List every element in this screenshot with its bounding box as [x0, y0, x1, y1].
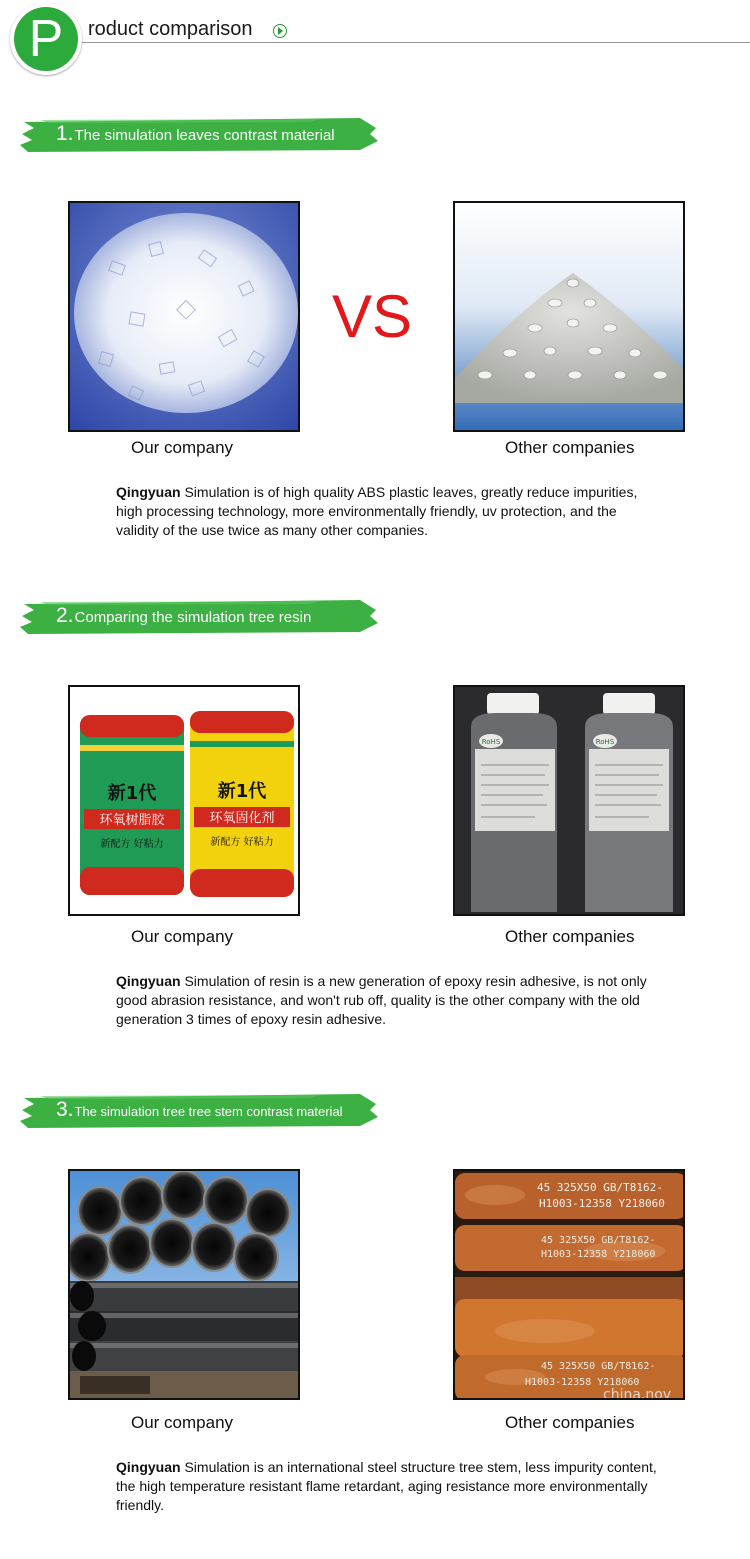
section-1-description	[116, 483, 661, 540]
brand-name: Qingyuan	[116, 1459, 181, 1475]
can-b-brand: 新1代	[217, 781, 267, 802]
other-companies-caption: Other companies	[505, 1413, 635, 1432]
section-title: The simulation leaves contrast material	[74, 127, 335, 144]
pipe-marking-6: H1003-12358 Y218060	[525, 1377, 640, 1388]
page-title: roduct comparison	[88, 18, 253, 40]
other-companies-caption: Other companies	[505, 927, 635, 946]
other-companies-caption: Other companies	[505, 438, 635, 457]
description-text: Simulation is an international steel structure tree stem, less impurity content, the high temperature resistant flame retardant, aging resistance more environmentally friendly.	[116, 1459, 657, 1513]
description-text: Simulation of resin is a new generation of epoxy resin adhesive, is not only good abrasion resistance, and won't rub off, quality is the other company with the old generation 3 times of epoxy resin adhesive.	[116, 973, 647, 1027]
our-company-caption: Our company	[131, 1413, 234, 1432]
section-2-heading	[56, 596, 311, 636]
section-3-description	[116, 1458, 661, 1515]
can-a-slogan: 新配方 好粘力	[100, 839, 164, 850]
section-2-banner	[20, 596, 378, 636]
resin-bottle-left	[471, 693, 557, 912]
our-company-resin-photo	[68, 685, 300, 916]
arrow-right-icon[interactable]	[273, 24, 287, 38]
can-a-label: 环氧树脂胶	[99, 813, 165, 828]
other-companies-stem-photo	[453, 1169, 685, 1400]
our-company-caption: Our company	[131, 438, 234, 457]
header-divider	[80, 42, 750, 43]
our-company-caption: Our company	[131, 927, 234, 946]
resin-can-green	[80, 715, 184, 895]
resin-can-yellow	[190, 711, 294, 897]
can-b-label: 环氧固化剂	[209, 811, 275, 826]
our-company-stem-photo	[68, 1169, 300, 1400]
section-1-banner	[20, 114, 378, 154]
section-3-heading	[56, 1090, 343, 1130]
can-b-slogan: 新配方 好粘力	[210, 837, 274, 848]
other-companies-leaves-photo	[453, 201, 685, 432]
can-a-brand: 新1代	[107, 783, 157, 804]
our-company-leaves-photo	[68, 201, 300, 432]
section-2-description	[116, 972, 661, 1029]
resin-bottle-right	[585, 693, 673, 912]
logo-letter: P	[14, 7, 78, 71]
section-title: The simulation tree tree stem contrast material	[74, 1104, 343, 1119]
other-companies-resin-photo	[453, 685, 685, 916]
pipe-marking-5: 45 325X50 GB/T8162-	[541, 1361, 656, 1372]
page-header	[0, 0, 750, 80]
brand-name: Qingyuan	[116, 484, 181, 500]
watermark-text: china.nov	[603, 1387, 672, 1400]
pipe-marking-3: 45 325X50 GB/T8162-	[541, 1235, 656, 1246]
pipe-marking-2: H1003-12358 Y218060	[539, 1197, 665, 1210]
rohs-badge-right: RoHS	[595, 738, 615, 746]
description-text: Simulation is of high quality ABS plastic leaves, greatly reduce impurities, high processing technology, more environmentally friendly, uv protection, and the validity of the use twice as many other companies.	[116, 484, 638, 538]
pipe-marking-1: 45 325X50 GB/T8162-	[537, 1181, 663, 1194]
section-number: 2.	[56, 604, 74, 627]
section-number: 1.	[56, 122, 74, 145]
section-3-banner	[20, 1090, 378, 1130]
vs-label: VS	[332, 283, 413, 350]
section-1-heading	[56, 114, 335, 154]
section-title: Comparing the simulation tree resin	[74, 609, 312, 626]
section-number: 3.	[56, 1098, 74, 1121]
pipe-marking-4: H1003-12358 Y218060	[541, 1249, 656, 1260]
brand-name: Qingyuan	[116, 973, 181, 989]
rohs-badge-left: RoHS	[481, 738, 501, 746]
